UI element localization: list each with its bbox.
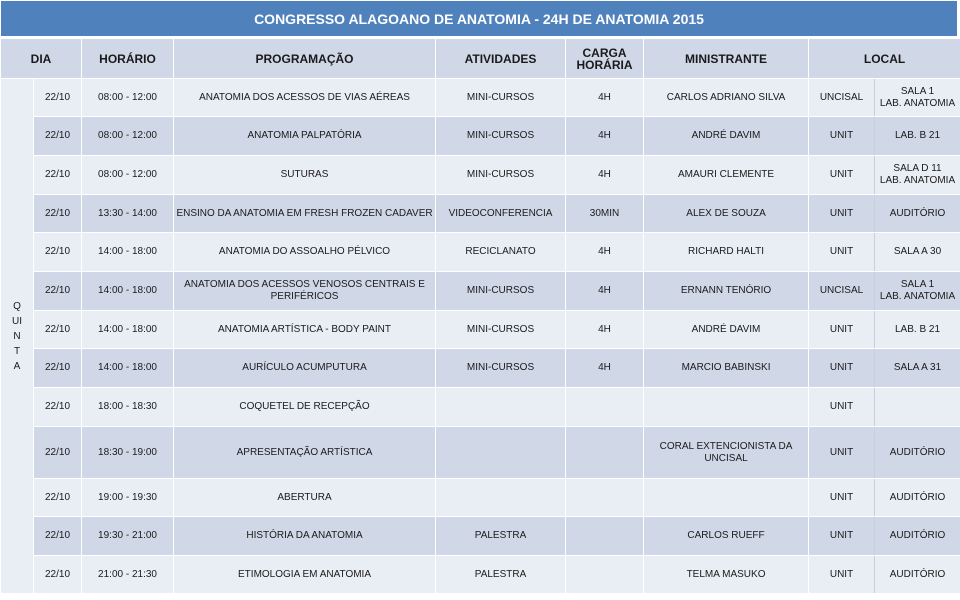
program-cell: ENSINO DA ANATOMIA EM FRESH FROZEN CADAVER	[174, 195, 436, 233]
date-cell: 22/10	[34, 233, 82, 272]
activity-cell	[436, 388, 566, 427]
room-line-1: AUDITÓRIO	[889, 568, 946, 580]
program-cell: HISTÓRIA DA ANATOMIA	[174, 517, 436, 556]
room-line-1: LAB. B 21	[895, 130, 941, 141]
institution-cell: UNIT	[809, 556, 875, 594]
speaker-cell	[644, 388, 809, 427]
header-row	[1, 39, 960, 79]
date-cell: 22/10	[34, 156, 82, 195]
program-cell: AURÍCULO ACUMPUTURA	[174, 349, 436, 388]
program-cell: ANATOMIA DOS ACESSOS DE VIAS AÉREAS	[174, 79, 436, 117]
hours-cell	[566, 388, 644, 427]
hours-cell: 4H	[566, 349, 644, 388]
time-cell: 14:00 - 18:00	[82, 272, 174, 311]
hours-cell: 30MIN	[566, 195, 644, 233]
speaker-cell: ALEX DE SOUZA	[644, 195, 809, 233]
time-cell: 18:00 - 18:30	[82, 388, 174, 427]
speaker-cell: ANDRÉ DAVIM	[644, 311, 809, 349]
activity-cell: VIDEOCONFERENCIA	[436, 195, 566, 233]
table-row	[1, 479, 960, 517]
room-line-1: SALA A 30	[893, 246, 942, 257]
activity-cell	[436, 479, 566, 517]
room-line-2: LAB. ANATOMIA	[879, 291, 956, 302]
speaker-cell: TELMA MASUKO	[644, 556, 809, 594]
table-row	[1, 311, 960, 349]
time-cell: 14:00 - 18:00	[82, 233, 174, 272]
header-ministrante: MINISTRANTE	[644, 39, 809, 79]
header-local: LOCAL	[809, 39, 960, 79]
weekday-cell	[1, 79, 34, 594]
activity-cell: PALESTRA	[436, 556, 566, 594]
room-cell	[875, 349, 960, 388]
hours-cell: 4H	[566, 117, 644, 156]
table-row	[1, 195, 960, 233]
time-cell: 18:30 - 19:00	[82, 427, 174, 479]
time-cell: 08:00 - 12:00	[82, 156, 174, 195]
room-line-1: AUDITÓRIO	[889, 491, 946, 503]
date-cell: 22/10	[34, 79, 82, 117]
time-cell: 19:30 - 21:00	[82, 517, 174, 556]
room-cell	[875, 195, 960, 233]
time-cell: 08:00 - 12:00	[82, 79, 174, 117]
time-cell: 21:00 - 21:30	[82, 556, 174, 594]
room-cell	[875, 156, 960, 195]
room-line-1: AUDITÓRIO	[889, 207, 946, 219]
program-cell: ABERTURA	[174, 479, 436, 517]
hours-cell: 4H	[566, 233, 644, 272]
table-row	[1, 117, 960, 156]
program-cell: ANATOMIA DO ASSOALHO PÉLVICO	[174, 233, 436, 272]
speaker-cell: AMAURI CLEMENTE	[644, 156, 809, 195]
time-cell: 13:30 - 14:00	[82, 195, 174, 233]
room-line-2: LAB. ANATOMIA	[879, 175, 956, 186]
room-cell	[875, 79, 960, 117]
date-cell: 22/10	[34, 517, 82, 556]
hours-cell	[566, 517, 644, 556]
time-cell: 19:00 - 19:30	[82, 479, 174, 517]
room-line-1: SALA 1	[900, 279, 935, 290]
activity-cell: MINI-CURSOS	[436, 156, 566, 195]
institution-cell: UNIT	[809, 195, 875, 233]
program-cell: ETIMOLOGIA EM ANATOMIA	[174, 556, 436, 594]
date-cell: 22/10	[34, 349, 82, 388]
room-cell	[875, 272, 960, 311]
date-cell: 22/10	[34, 479, 82, 517]
date-cell: 22/10	[34, 195, 82, 233]
date-cell: 22/10	[34, 272, 82, 311]
activity-cell: RECICLANATO	[436, 233, 566, 272]
institution-cell: UNCISAL	[809, 272, 875, 311]
activity-cell: MINI-CURSOS	[436, 79, 566, 117]
room-line-1: SALA A 31	[893, 362, 942, 373]
weekday-label: QUINTA	[12, 300, 22, 372]
activity-cell: MINI-CURSOS	[436, 349, 566, 388]
speaker-cell: MARCIO BABINSKI	[644, 349, 809, 388]
institution-cell: UNIT	[809, 233, 875, 272]
room-line-1: LAB. B 21	[895, 323, 941, 335]
header-atividades: ATIVIDADES	[436, 39, 566, 79]
room-cell	[875, 388, 960, 427]
date-cell: 22/10	[34, 117, 82, 156]
table-row	[1, 427, 960, 479]
date-cell: 22/10	[34, 311, 82, 349]
time-cell: 14:00 - 18:00	[82, 311, 174, 349]
hours-cell	[566, 479, 644, 517]
header-carga-horaria: CARGA HORÁRIA	[566, 39, 644, 79]
institution-cell: UNIT	[809, 479, 875, 517]
room-cell	[875, 556, 960, 594]
header-horario: HORÁRIO	[82, 39, 174, 79]
program-cell: COQUETEL DE RECEPÇÃO	[174, 388, 436, 427]
program-cell: ANATOMIA DOS ACESSOS VENOSOS CENTRAIS E PERIFÉRICOS	[174, 272, 436, 311]
institution-cell: UNIT	[809, 517, 875, 556]
speaker-cell: ERNANN TENÓRIO	[644, 272, 809, 311]
hours-cell	[566, 556, 644, 594]
institution-cell: UNIT	[809, 388, 875, 427]
speaker-cell: CORAL EXTENCIONISTA DA UNCISAL	[644, 427, 809, 479]
schedule-table	[0, 38, 960, 594]
program-cell: ANATOMIA PALPATÓRIA	[174, 117, 436, 156]
speaker-cell	[644, 479, 809, 517]
activity-cell: MINI-CURSOS	[436, 117, 566, 156]
institution-cell: UNIT	[809, 117, 875, 156]
room-cell	[875, 517, 960, 556]
speaker-cell: CARLOS RUEFF	[644, 517, 809, 556]
room-line-1: SALA D 11	[893, 163, 942, 174]
institution-cell: UNIT	[809, 311, 875, 349]
time-cell: 08:00 - 12:00	[82, 117, 174, 156]
institution-cell: UNIT	[809, 349, 875, 388]
schedule-body	[1, 79, 960, 594]
hours-cell: 4H	[566, 79, 644, 117]
table-row	[1, 388, 960, 427]
table-row	[1, 349, 960, 388]
table-row	[1, 79, 960, 117]
time-cell: 14:00 - 18:00	[82, 349, 174, 388]
table-row	[1, 156, 960, 195]
table-row	[1, 272, 960, 311]
activity-cell: MINI-CURSOS	[436, 311, 566, 349]
table-row	[1, 233, 960, 272]
institution-cell: UNIT	[809, 427, 875, 479]
room-cell	[875, 117, 960, 156]
header-programacao: PROGRAMAÇÃO	[174, 39, 436, 79]
room-cell	[875, 233, 960, 272]
program-cell: APRESENTAÇÃO ARTÍSTICA	[174, 427, 436, 479]
date-cell: 22/10	[34, 388, 82, 427]
speaker-cell: CARLOS ADRIANO SILVA	[644, 79, 809, 117]
hours-cell: 4H	[566, 156, 644, 195]
room-line-2: LAB. ANATOMIA	[879, 97, 956, 109]
hours-cell	[566, 427, 644, 479]
institution-cell: UNCISAL	[809, 79, 875, 117]
room-cell	[875, 311, 960, 349]
room-cell	[875, 427, 960, 479]
date-cell: 22/10	[34, 427, 82, 479]
table-row	[1, 517, 960, 556]
program-cell: ANATOMIA ARTÍSTICA - BODY PAINT	[174, 311, 436, 349]
activity-cell: PALESTRA	[436, 517, 566, 556]
institution-cell: UNIT	[809, 156, 875, 195]
table-row	[1, 556, 960, 594]
header-dia: DIA	[1, 39, 82, 79]
program-cell: SUTURAS	[174, 156, 436, 195]
hours-cell: 4H	[566, 311, 644, 349]
room-line-1: AUDITÓRIO	[889, 530, 946, 541]
hours-cell: 4H	[566, 272, 644, 311]
date-cell: 22/10	[34, 556, 82, 594]
speaker-cell: RICHARD HALTI	[644, 233, 809, 272]
speaker-cell: ANDRÉ DAVIM	[644, 117, 809, 156]
schedule-title: CONGRESSO ALAGOANO DE ANATOMIA - 24H DE ANATOMIA 2015	[0, 0, 958, 37]
room-line-1: SALA 1	[900, 85, 935, 97]
activity-cell	[436, 427, 566, 479]
room-cell	[875, 479, 960, 517]
activity-cell: MINI-CURSOS	[436, 272, 566, 311]
room-line-1: AUDITÓRIO	[889, 446, 946, 458]
